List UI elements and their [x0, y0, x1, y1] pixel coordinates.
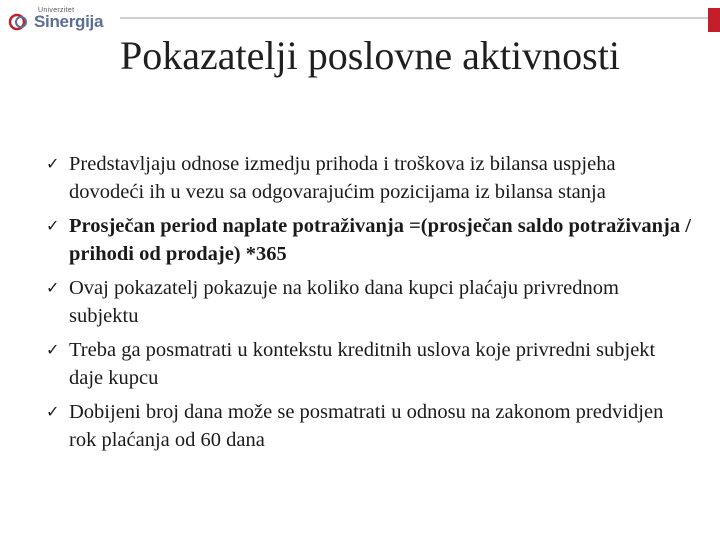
bullet-text: Dobijeni broj dana može se posmatrati u odnosu na zakonom predvidjen rok plaćanja od 60 dana [69, 401, 664, 451]
bullet-list [42, 150, 692, 460]
accent-corner [708, 8, 720, 32]
bullet-text: Treba ga posmatrati u kontekstu kreditnih uslova koje privredni subjekt daje kupcu [69, 339, 656, 389]
bullet-item [42, 398, 692, 454]
bullet-item [42, 274, 692, 330]
bullet-text: Ovaj pokazatelj pokazuje na koliko dana kupci plaćaju privrednom subjektu [69, 277, 619, 327]
logo-name: Sinergija [34, 12, 104, 31]
sinergija-logo-icon [8, 13, 30, 31]
bullet-item [42, 336, 692, 392]
bullet-text: Prosječan period naplate potraživanja =(prosječan saldo potraživanja / prihodi od prodaje) *365 [69, 215, 691, 265]
checkmark-icon: ✓ [46, 402, 60, 421]
checkmark-icon: ✓ [46, 154, 60, 173]
bullet-item [42, 150, 692, 206]
checkmark-icon: ✓ [46, 340, 60, 359]
slide-title: Pokazatelji poslovne aktivnosti [120, 33, 620, 78]
bullet-item [42, 212, 692, 268]
checkmark-icon: ✓ [46, 278, 60, 297]
logo-university-label: Univerzitet [38, 7, 75, 14]
checkmark-icon: ✓ [46, 216, 60, 235]
header-divider [120, 17, 720, 19]
bullet-text: Predstavljaju odnose izmedju prihoda i troškova iz bilansa uspjeha dovodeći ih u vezu sa odgovarajućim pozicijama iz bilansa stanja [69, 153, 616, 203]
